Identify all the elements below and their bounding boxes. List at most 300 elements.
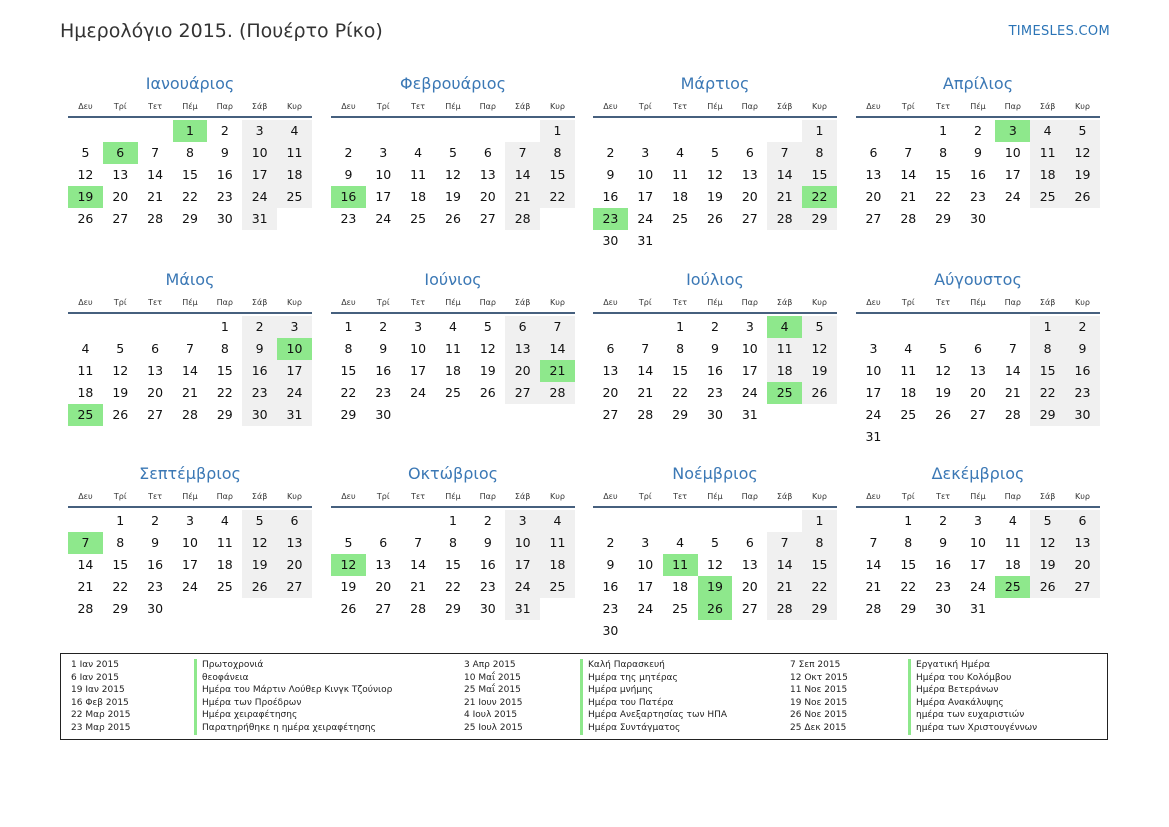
weekday-label: Σάβ bbox=[776, 102, 793, 111]
day-cell: 19 bbox=[707, 189, 723, 204]
day-cell: 15 bbox=[182, 167, 198, 182]
day-cell: 21 bbox=[1004, 385, 1021, 400]
day-cell: 19 bbox=[935, 385, 952, 400]
weekday-label: Τρί bbox=[901, 298, 915, 307]
day-cell: 29 bbox=[1030, 404, 1065, 426]
day-cell: 26 bbox=[802, 382, 837, 404]
day-cell: 17 bbox=[970, 557, 986, 572]
weekday-label: Δευ bbox=[603, 102, 618, 111]
day-cell: 7 bbox=[767, 532, 802, 554]
weekday-label: Δευ bbox=[866, 492, 881, 501]
weekday-label: Πέμ bbox=[707, 298, 723, 307]
day-cell: 16 bbox=[479, 557, 496, 572]
day-cell: 9 bbox=[1065, 338, 1100, 360]
day-cell: 1 bbox=[344, 319, 353, 334]
day-cell: 23 bbox=[479, 579, 496, 594]
day-cell: 3 bbox=[641, 535, 650, 550]
empty-cell bbox=[366, 510, 401, 532]
legend-holiday-name: Ημέρα χειραφέτησης bbox=[194, 709, 392, 722]
day-cell: 28 bbox=[505, 208, 540, 230]
empty-cell bbox=[470, 120, 505, 142]
day-cell: 9 bbox=[483, 535, 492, 550]
day-cell: 7 bbox=[151, 145, 160, 160]
day-cell: 27 bbox=[375, 601, 392, 616]
day-cell: 17 bbox=[410, 363, 427, 378]
empty-cell bbox=[593, 316, 628, 338]
empty-cell bbox=[505, 120, 540, 142]
day-cell: 14 bbox=[540, 338, 575, 360]
day-cell: 26 bbox=[445, 211, 461, 226]
day-cell: 10 bbox=[637, 557, 654, 572]
weekday-label: Κυρ bbox=[812, 102, 827, 111]
empty-cell bbox=[628, 120, 663, 142]
legend-holiday-name: Ημέρα Ανακάλυψης bbox=[908, 697, 1037, 710]
legend-holiday-name: Ημέρα της μητέρας bbox=[580, 672, 727, 685]
weekday-label: Δευ bbox=[866, 102, 881, 111]
weekday-label: Κυρ bbox=[287, 492, 302, 501]
day-cell: 13 bbox=[375, 557, 392, 572]
day-cell: 15 bbox=[540, 164, 575, 186]
day-cell: 28 bbox=[865, 601, 882, 616]
day-cell: 9 bbox=[710, 341, 719, 356]
day-cell: 26 bbox=[1065, 186, 1100, 208]
day-cell: 6 bbox=[483, 145, 492, 160]
day-cell: 20 bbox=[602, 385, 619, 400]
day-cell: 16 bbox=[1065, 360, 1100, 382]
weekday-label: Κυρ bbox=[550, 298, 565, 307]
day-cell: 22 bbox=[216, 385, 233, 400]
empty-cell bbox=[68, 120, 103, 142]
weekday-header bbox=[856, 294, 1100, 314]
site-link[interactable]: TIMESLES.COM bbox=[1008, 24, 1110, 39]
day-cell: 23 bbox=[970, 189, 986, 204]
weekday-header bbox=[68, 98, 312, 118]
day-grid bbox=[593, 316, 837, 426]
day-cell: 6 bbox=[277, 510, 312, 532]
day-cell: 14 bbox=[182, 363, 198, 378]
day-cell: 11 bbox=[1030, 142, 1065, 164]
empty-cell bbox=[436, 120, 471, 142]
day-cell: 24 bbox=[637, 601, 654, 616]
day-cell: 1 bbox=[220, 319, 229, 334]
day-cell: 26 bbox=[242, 576, 277, 598]
day-cell: 29 bbox=[112, 601, 129, 616]
day-cell: 18 bbox=[900, 385, 917, 400]
day-cell: 29 bbox=[182, 211, 198, 226]
day-cell: 8 bbox=[904, 535, 913, 550]
day-cell: 17 bbox=[242, 164, 277, 186]
day-cell: 27 bbox=[865, 211, 882, 226]
day-cell: 10 bbox=[637, 167, 654, 182]
day-cell: 23 bbox=[935, 579, 952, 594]
weekday-label: Τρί bbox=[638, 492, 652, 501]
legend-holiday-name: Ημέρα Βετεράνων bbox=[908, 684, 1037, 697]
day-cell: 20 bbox=[479, 189, 496, 204]
day-grid bbox=[68, 120, 312, 230]
day-cell: 14 bbox=[767, 164, 802, 186]
day-cell: 28 bbox=[637, 407, 654, 422]
weekday-label: Παρ bbox=[741, 492, 758, 501]
legend-holiday-name: ημέρα των Χριστουγέννων bbox=[908, 722, 1037, 735]
day-cell: 9 bbox=[606, 557, 615, 572]
weekday-label: Κυρ bbox=[550, 102, 565, 111]
day-cell: 3 bbox=[185, 513, 194, 528]
empty-cell bbox=[995, 316, 1030, 338]
day-cell: 2 bbox=[606, 535, 615, 550]
day-cell: 20 bbox=[147, 385, 164, 400]
day-cell: 22 bbox=[540, 186, 575, 208]
empty-cell bbox=[103, 120, 138, 142]
page-title: Ημερολόγιο 2015. (Πουέρτο Ρίκο) bbox=[60, 20, 383, 42]
day-cell: 22 bbox=[1030, 382, 1065, 404]
weekday-label: Κυρ bbox=[1075, 102, 1090, 111]
weekday-label: Δευ bbox=[603, 492, 618, 501]
legend-dates-col-3 bbox=[790, 659, 848, 735]
weekday-label: Τρί bbox=[113, 492, 127, 501]
weekday-label: Πέμ bbox=[970, 102, 986, 111]
day-cell: 31 bbox=[865, 429, 882, 444]
day-cell: 1 bbox=[540, 120, 575, 142]
day-cell: 5 bbox=[710, 145, 719, 160]
empty-cell bbox=[593, 510, 628, 532]
day-cell: 19 bbox=[1065, 164, 1100, 186]
day-cell: 15 bbox=[935, 167, 952, 182]
day-cell: 27 bbox=[505, 382, 540, 404]
day-cell: 10 bbox=[182, 535, 198, 550]
day-cell: 30 bbox=[970, 211, 986, 226]
day-cell: 31 bbox=[242, 208, 277, 230]
day-cell: 13 bbox=[970, 363, 986, 378]
legend-date: 10 Μαΐ 2015 bbox=[464, 672, 521, 683]
empty-cell bbox=[732, 120, 767, 142]
day-cell: 1 bbox=[1030, 316, 1065, 338]
weekday-label: Παρ bbox=[216, 492, 233, 501]
day-cell: 12 bbox=[77, 167, 94, 182]
day-cell: 15 bbox=[672, 363, 689, 378]
weekday-label: Παρ bbox=[216, 298, 233, 307]
day-cell: 12 bbox=[1030, 532, 1065, 554]
day-cell: 27 bbox=[602, 407, 619, 422]
empty-cell bbox=[593, 120, 628, 142]
month-12 bbox=[856, 463, 1100, 620]
day-cell: 10 bbox=[970, 535, 986, 550]
weekday-label: Πέμ bbox=[445, 492, 461, 501]
day-cell: 27 bbox=[112, 211, 129, 226]
day-cell: 11 bbox=[277, 142, 312, 164]
day-cell: 7 bbox=[767, 142, 802, 164]
day-cell: 23 bbox=[216, 189, 233, 204]
month-title: Φεβρουάριος bbox=[400, 74, 506, 93]
day-cell: 10 bbox=[242, 142, 277, 164]
weekday-label: Σάβ bbox=[514, 492, 531, 501]
weekday-label: Δευ bbox=[78, 102, 93, 111]
day-cell: 22 bbox=[445, 579, 461, 594]
day-cell: 25 bbox=[410, 211, 427, 226]
day-cell: 11 bbox=[900, 363, 917, 378]
weekday-label: Τρί bbox=[376, 298, 390, 307]
day-cell: 17 bbox=[637, 579, 654, 594]
weekday-label: Πέμ bbox=[445, 298, 461, 307]
weekday-label: Δευ bbox=[603, 298, 618, 307]
day-cell: 3 bbox=[745, 319, 754, 334]
day-cell: 13 bbox=[277, 532, 312, 554]
day-cell: 27 bbox=[970, 407, 986, 422]
day-cell: 24 bbox=[505, 576, 540, 598]
day-cell: 5 bbox=[242, 510, 277, 532]
day-cell: 4 bbox=[540, 510, 575, 532]
day-cell: 6 bbox=[745, 535, 754, 550]
day-cell: 2 bbox=[483, 513, 492, 528]
weekday-label: Πέμ bbox=[707, 492, 723, 501]
day-cell: 15 bbox=[112, 557, 129, 572]
weekday-header bbox=[593, 488, 837, 508]
legend-dates-col-1 bbox=[71, 659, 131, 735]
day-cell: 4 bbox=[220, 513, 229, 528]
day-cell: 16 bbox=[375, 363, 392, 378]
day-cell: 17 bbox=[182, 557, 198, 572]
day-cell: 11 bbox=[77, 363, 94, 378]
day-cell: 19 bbox=[445, 189, 461, 204]
day-cell: 22 bbox=[672, 385, 689, 400]
day-cell: 2 bbox=[242, 316, 277, 338]
day-cell: 21 bbox=[865, 579, 882, 594]
day-cell: 3 bbox=[379, 145, 388, 160]
day-cell: 21 bbox=[410, 579, 427, 594]
day-cell: 12 bbox=[445, 167, 461, 182]
legend-holiday-name: ημέρα των ευχαριστιών bbox=[908, 709, 1037, 722]
weekday-label: Παρ bbox=[479, 298, 496, 307]
day-cell: 3 bbox=[505, 510, 540, 532]
empty-cell bbox=[698, 510, 733, 532]
weekday-label: Δευ bbox=[341, 298, 356, 307]
day-cell: 8 bbox=[185, 145, 194, 160]
legend-date: 25 Μαΐ 2015 bbox=[464, 685, 521, 696]
day-cell: 26 bbox=[1030, 576, 1065, 598]
day-cell: 25 bbox=[277, 186, 312, 208]
day-grid bbox=[68, 510, 312, 620]
day-cell: 20 bbox=[505, 360, 540, 382]
weekday-label: Κυρ bbox=[1075, 298, 1090, 307]
legend-date: 25 Δεκ 2015 bbox=[790, 722, 847, 733]
holiday-day-cell: 25 bbox=[68, 404, 103, 426]
month-title: Ιούνιος bbox=[424, 270, 482, 289]
day-cell: 27 bbox=[741, 211, 758, 226]
day-cell: 21 bbox=[637, 385, 654, 400]
day-cell: 7 bbox=[641, 341, 650, 356]
day-cell: 16 bbox=[970, 167, 986, 182]
legend-date: 26 Νοε 2015 bbox=[790, 710, 848, 721]
day-cell: 2 bbox=[606, 145, 615, 160]
day-cell: 10 bbox=[505, 532, 540, 554]
month-3 bbox=[593, 73, 837, 252]
empty-cell bbox=[663, 120, 698, 142]
day-cell: 18 bbox=[672, 579, 689, 594]
month-title: Μάιος bbox=[165, 270, 215, 289]
weekday-label: Τετ bbox=[673, 492, 688, 501]
day-cell: 21 bbox=[767, 576, 802, 598]
day-cell: 4 bbox=[277, 120, 312, 142]
day-cell: 1 bbox=[802, 510, 837, 532]
day-cell: 4 bbox=[676, 535, 685, 550]
day-cell: 4 bbox=[1008, 513, 1017, 528]
day-cell: 28 bbox=[767, 598, 802, 620]
day-cell: 3 bbox=[277, 316, 312, 338]
day-cell: 21 bbox=[767, 186, 802, 208]
day-cell: 25 bbox=[445, 385, 461, 400]
day-cell: 14 bbox=[637, 363, 654, 378]
month-title: Νοέμβριος bbox=[672, 464, 758, 483]
weekday-label: Τρί bbox=[638, 102, 652, 111]
day-cell: 12 bbox=[242, 532, 277, 554]
day-cell: 4 bbox=[904, 341, 913, 356]
day-cell: 30 bbox=[147, 601, 164, 616]
holiday-day-cell: 3 bbox=[995, 120, 1030, 142]
legend-holiday-name: Ημέρα του Κολόμβου bbox=[908, 672, 1037, 685]
day-grid bbox=[593, 510, 837, 642]
empty-cell bbox=[628, 316, 663, 338]
weekday-label: Τετ bbox=[936, 298, 951, 307]
day-cell: 18 bbox=[1030, 164, 1065, 186]
legend-date: 25 Ιουλ 2015 bbox=[464, 722, 523, 733]
legend-date: 11 Νοε 2015 bbox=[790, 685, 848, 696]
legend-names-col-3 bbox=[908, 659, 1037, 735]
day-cell: 16 bbox=[602, 579, 619, 594]
day-cell: 5 bbox=[802, 316, 837, 338]
day-cell: 9 bbox=[606, 167, 615, 182]
day-cell: 13 bbox=[741, 167, 758, 182]
day-cell: 11 bbox=[216, 535, 233, 550]
empty-cell bbox=[331, 120, 366, 142]
legend-date: 3 Απρ 2015 bbox=[464, 660, 516, 670]
day-cell: 29 bbox=[935, 211, 952, 226]
legend-holiday-name: Ημέρα των Προέδρων bbox=[194, 697, 392, 710]
day-cell: 22 bbox=[802, 576, 837, 598]
day-cell: 17 bbox=[637, 189, 654, 204]
holiday-day-cell: 21 bbox=[540, 360, 575, 382]
day-cell: 5 bbox=[448, 145, 457, 160]
day-cell: 16 bbox=[147, 557, 164, 572]
day-cell: 17 bbox=[741, 363, 758, 378]
weekday-label: Κυρ bbox=[812, 492, 827, 501]
legend-date: 12 Οκτ 2015 bbox=[790, 672, 848, 683]
weekday-label: Σάβ bbox=[251, 298, 268, 307]
day-cell: 30 bbox=[935, 601, 952, 616]
day-cell: 30 bbox=[602, 233, 619, 248]
day-cell: 7 bbox=[904, 145, 913, 160]
empty-cell bbox=[891, 120, 926, 142]
day-cell: 9 bbox=[344, 167, 353, 182]
day-cell: 6 bbox=[1065, 510, 1100, 532]
day-cell: 25 bbox=[540, 576, 575, 598]
weekday-label: Κυρ bbox=[287, 102, 302, 111]
holiday-day-cell: 11 bbox=[663, 554, 698, 576]
day-cell: 11 bbox=[767, 338, 802, 360]
day-cell: 8 bbox=[448, 535, 457, 550]
day-cell: 2 bbox=[939, 513, 948, 528]
weekday-label: Σάβ bbox=[514, 102, 531, 111]
day-cell: 5 bbox=[1065, 120, 1100, 142]
day-cell: 7 bbox=[185, 341, 194, 356]
day-cell: 23 bbox=[602, 601, 619, 616]
weekday-label: Τρί bbox=[376, 492, 390, 501]
legend-names-col-1 bbox=[194, 659, 392, 735]
day-cell: 17 bbox=[505, 554, 540, 576]
holiday-day-cell: 23 bbox=[593, 208, 628, 230]
weekday-header bbox=[331, 294, 575, 314]
day-cell: 28 bbox=[900, 211, 917, 226]
day-cell: 1 bbox=[116, 513, 125, 528]
weekday-label: Σάβ bbox=[251, 102, 268, 111]
day-cell: 17 bbox=[375, 189, 392, 204]
day-cell: 25 bbox=[900, 407, 917, 422]
holiday-legend bbox=[60, 653, 1108, 740]
day-cell: 8 bbox=[802, 142, 837, 164]
day-grid bbox=[68, 316, 312, 426]
day-cell: 27 bbox=[147, 407, 164, 422]
legend-date: 23 Μαρ 2015 bbox=[71, 722, 131, 733]
day-cell: 14 bbox=[410, 557, 427, 572]
day-cell: 21 bbox=[147, 189, 164, 204]
weekday-label: Σάβ bbox=[251, 492, 268, 501]
weekday-label: Κυρ bbox=[812, 298, 827, 307]
day-cell: 5 bbox=[81, 145, 90, 160]
day-cell: 15 bbox=[900, 557, 917, 572]
day-cell: 24 bbox=[375, 211, 392, 226]
day-cell: 31 bbox=[970, 601, 986, 616]
weekday-label: Πέμ bbox=[182, 492, 198, 501]
day-cell: 5 bbox=[483, 319, 492, 334]
empty-cell bbox=[138, 120, 173, 142]
day-cell: 18 bbox=[277, 164, 312, 186]
holiday-day-cell: 12 bbox=[331, 554, 366, 576]
day-cell: 4 bbox=[676, 145, 685, 160]
day-cell: 3 bbox=[973, 513, 982, 528]
day-cell: 7 bbox=[414, 535, 423, 550]
day-cell: 6 bbox=[379, 535, 388, 550]
month-9 bbox=[68, 463, 312, 620]
day-cell: 19 bbox=[340, 579, 357, 594]
day-cell: 5 bbox=[939, 341, 948, 356]
empty-cell bbox=[663, 510, 698, 532]
day-cell: 10 bbox=[865, 363, 882, 378]
day-cell: 16 bbox=[935, 557, 952, 572]
day-cell: 11 bbox=[445, 341, 461, 356]
day-cell: 1 bbox=[802, 120, 837, 142]
day-cell: 29 bbox=[900, 601, 917, 616]
day-cell: 19 bbox=[802, 360, 837, 382]
day-cell: 12 bbox=[802, 338, 837, 360]
day-cell: 4 bbox=[1030, 120, 1065, 142]
day-cell: 1 bbox=[676, 319, 685, 334]
day-cell: 24 bbox=[970, 579, 986, 594]
empty-cell bbox=[68, 316, 103, 338]
weekday-label: Παρ bbox=[741, 298, 758, 307]
day-cell: 10 bbox=[741, 341, 758, 356]
day-cell: 14 bbox=[147, 167, 164, 182]
day-cell: 18 bbox=[216, 557, 233, 572]
day-cell: 26 bbox=[340, 601, 357, 616]
legend-holiday-name: Πρωτοχρονιά bbox=[194, 659, 392, 672]
day-cell: 2 bbox=[344, 145, 353, 160]
weekday-label: Σάβ bbox=[1039, 298, 1056, 307]
day-cell: 5 bbox=[344, 535, 353, 550]
legend-date: 6 Ιαν 2015 bbox=[71, 672, 119, 683]
weekday-label: Τετ bbox=[148, 492, 163, 501]
legend-dates-col-2 bbox=[464, 659, 523, 735]
day-cell: 11 bbox=[1004, 535, 1021, 550]
weekday-label: Παρ bbox=[741, 102, 758, 111]
day-cell: 25 bbox=[1030, 186, 1065, 208]
